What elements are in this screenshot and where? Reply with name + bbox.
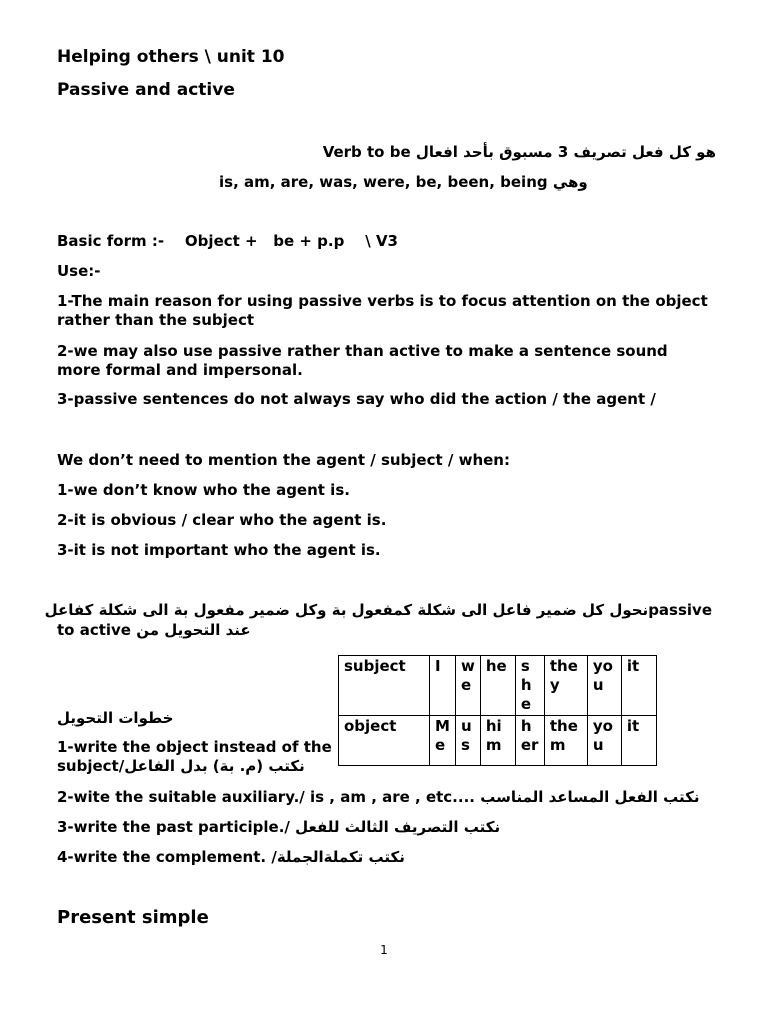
page-number: 1 <box>380 943 388 957</box>
steps-heading: خطوات التحويل <box>57 709 174 727</box>
agent-heading: We don’t need to mention the agent / subject / when: <box>57 451 510 469</box>
document-subtitle: Passive and active <box>57 80 235 100</box>
use-item-2: 2-we may also use passive rather than active to make a sentence sound more formal and impersonal. <box>57 342 668 379</box>
use-item-1: 1-The main reason for using passive verbs is to focus attention on the object rather than the subject <box>57 292 708 329</box>
table-cell: it <box>621 656 656 716</box>
use-heading: Use:- <box>57 262 101 280</box>
conversion-rule-line: passiveنحول كل ضمير فاعل الى شكلة كمفعول بة وكل ضمير مفعول بة الى شكلة كفاعل <box>44 601 712 619</box>
table-cell: they <box>544 656 587 716</box>
section-heading-present-simple: Present simple <box>57 907 209 928</box>
table-cell: him <box>480 716 515 766</box>
table-cell: it <box>621 716 656 766</box>
step-item-2: 2-wite the suitable auxiliary./ is , am , are , etc.... نكتب الفعل المساعد المناسب <box>57 788 700 806</box>
table-cell: her <box>515 716 544 766</box>
agent-item-3: 3-it is not important who the agent is. <box>57 541 381 559</box>
intro-forms-line: is, am, are, was, were, be, been, being وهي <box>219 173 588 191</box>
table-cell: he <box>480 656 515 716</box>
table-row-subject <box>339 656 657 716</box>
document-title: Helping others \ unit 10 <box>57 47 285 67</box>
step-item-4: 4-write the complement. /نكتب تكملةالجملة <box>57 848 405 866</box>
step-item-1: 1-write the object instead of the subject/نكتب (م. بة) بدل الفاعل <box>57 738 332 775</box>
table-cell: I <box>430 656 456 716</box>
agent-item-2: 2-it is obvious / clear who the agent is. <box>57 511 387 529</box>
pronoun-table <box>338 655 657 766</box>
basic-form-line: Basic form :- Object + be + p.p \ V3 <box>57 232 398 250</box>
table-cell: them <box>544 716 587 766</box>
use-item-3: 3-passive sentences do not always say who did the action / the agent / <box>57 390 656 408</box>
table-cell: you <box>587 656 621 716</box>
table-cell: object <box>339 716 430 766</box>
table-cell: us <box>456 716 481 766</box>
conversion-rule-line-2: to active عند التحويل من <box>57 621 251 639</box>
table-cell: she <box>515 656 544 716</box>
step-item-3: 3-write the past participle./ نكتب التصريف الثالث للفعل <box>57 818 501 836</box>
table-row-object <box>339 716 657 766</box>
intro-definition-line: هو كل فعل تصريف 3 مسبوق بأحد افعال Verb to be <box>322 143 716 161</box>
table-cell: we <box>456 656 481 716</box>
table-cell: subject <box>339 656 430 716</box>
agent-item-1: 1-we don’t know who the agent is. <box>57 481 350 499</box>
table-cell: you <box>587 716 621 766</box>
table-cell: Me <box>430 716 456 766</box>
